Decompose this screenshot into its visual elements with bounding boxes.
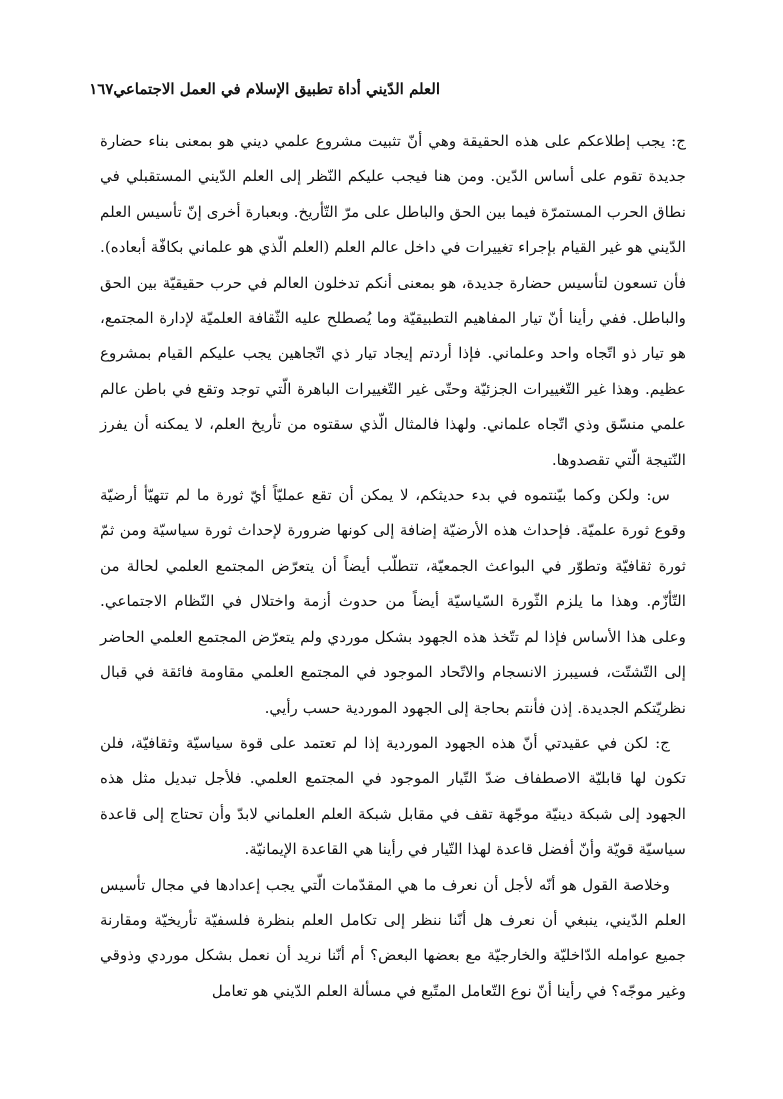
body-text — [100, 124, 686, 1009]
paragraph-question: س: ولكن وكما بيّنتموه في بدء حديثكم، لا يمكن أن تقع عمليّاً أيّ ثورة ما لم تتهيّأ أرضيّة وقوع ثورة علميّة. فإحداث هذه الأرضيّة إضافة إلى كونها ضرورة لإحداث ثورة سياسيّة ومن ثمّ ثورة ثقافيّة وتطوّر في البواعث الجمعيّة، تتطلّب أيضاً أن يتعرّض المجتمع العلمي لحالة من التّأزّم. وهذا ما يلزم الثّورة السّياسيّة أيضاً من حدوث أزمة واختلال في النّظام الاجتماعي. وعلى هذا الأساس فإذا لم تتّخذ هذه الجهود بشكل موردي ولم يتعرّض المجتمع العلمي الحاضر إلى التّشتّت، فسيبرز الانسجام والاتّحاد الموجود في المجتمع العلمي مقاومة فائقة في قبال نظريّتكم الجديدة. إذن فأنتم بحاجة إلى الجهود الموردية حسب رأيي. — [100, 486, 686, 717]
paragraph-answer-2: ج: لكن في عقيدتي أنّ هذه الجهود الموردية إذا لم تعتمد على قوة سياسيّة وثقافيّة، فلن تكون لها قابليّة الاصطفاف ضدّ التّيار الموجود في المجتمع العلمي. فلأجل تبديل مثل هذه الجهود إلى شبكة دينيّة موجّهة تقف في مقابل شبكة العلم العلماني لابدّ وأن تحتاج إلى قاعدة سياسيّة قويّة وأنّ أفضل قاعدة لهذا التّيار في رأينا هي القاعدة الإيمانيّة. — [100, 733, 686, 859]
paragraph-conclusion: وخلاصة القول هو أنّه لأجل أن نعرف ما هي المقدّمات الّتي يجب إعدادها في مجال تأسيس العلم الدّيني، ينبغي أن نعرف هل أنّنا ننظر إلى تكامل العلم بنظرة فلسفيّة تأريخيّة ومقارنة جميع عوامله الدّاخليّة والخارجيّة مع بعضها البعض؟ أم أنّنا نريد أن نعمل بشكل موردي وذوقي وغير موجّه؟ في رأينا أنّ نوع التّعامل المتّبع في مسألة العلم الدّيني هو تعامل — [100, 875, 686, 1000]
page-number: ١٦٧ — [89, 80, 114, 98]
running-header — [89, 74, 440, 104]
header-title: العلم الدّيني أداة تطبيق الإسلام في العمل الاجتماعي — [113, 80, 440, 98]
paragraph-answer-1: ج: يجب إطلاعكم على هذه الحقيقة وهي أنّ تثبيت مشروع علمي ديني هو بمعنى بناء حضارة جديدة تقوم على أساس الدّين. ومن هنا فيجب عليكم النّظر إلى العلم الدّيني المستقبلي في نطاق الحرب المستمرّة فيما بين الحق والباطل على مرّ التّأريخ. وبعبارة أخرى إنّ تأسيس العلم الدّيني هو غير القيام بإجراء تغييرات في داخل عالم العلم (العلم الّذي هو علماني بكافّة أبعاده). فأن تسعون لتأسيس حضارة جديدة، هو بمعنى أنكم تدخلون العالم في حرب حقيقيّة بين الحق والباطل. ففي رأينا أنّ تيار المفاهيم التطبيقيّة وما يُصطلح عليه الثّقافة العلميّة لإدارة المجتمع، هو تيار ذو اتّجاه واحد وعلماني. فإذا أردتم إيجاد تيار ذي اتّجاهين يجب عليكم القيام بمشروع عظيم. وهذا غير التّغييرات الجزئيّة وحتّى غير التّغييرات الباهرة الّتي توجد وتقع في باطن عالم علمي منسّق وذي اتّجاه علماني. ولهذا فالمثال الّذي سقتوه من تأريخ العلم، لا يمكنه أن يفرز النّتيجة الّتي تقصدوها. — [100, 132, 686, 469]
